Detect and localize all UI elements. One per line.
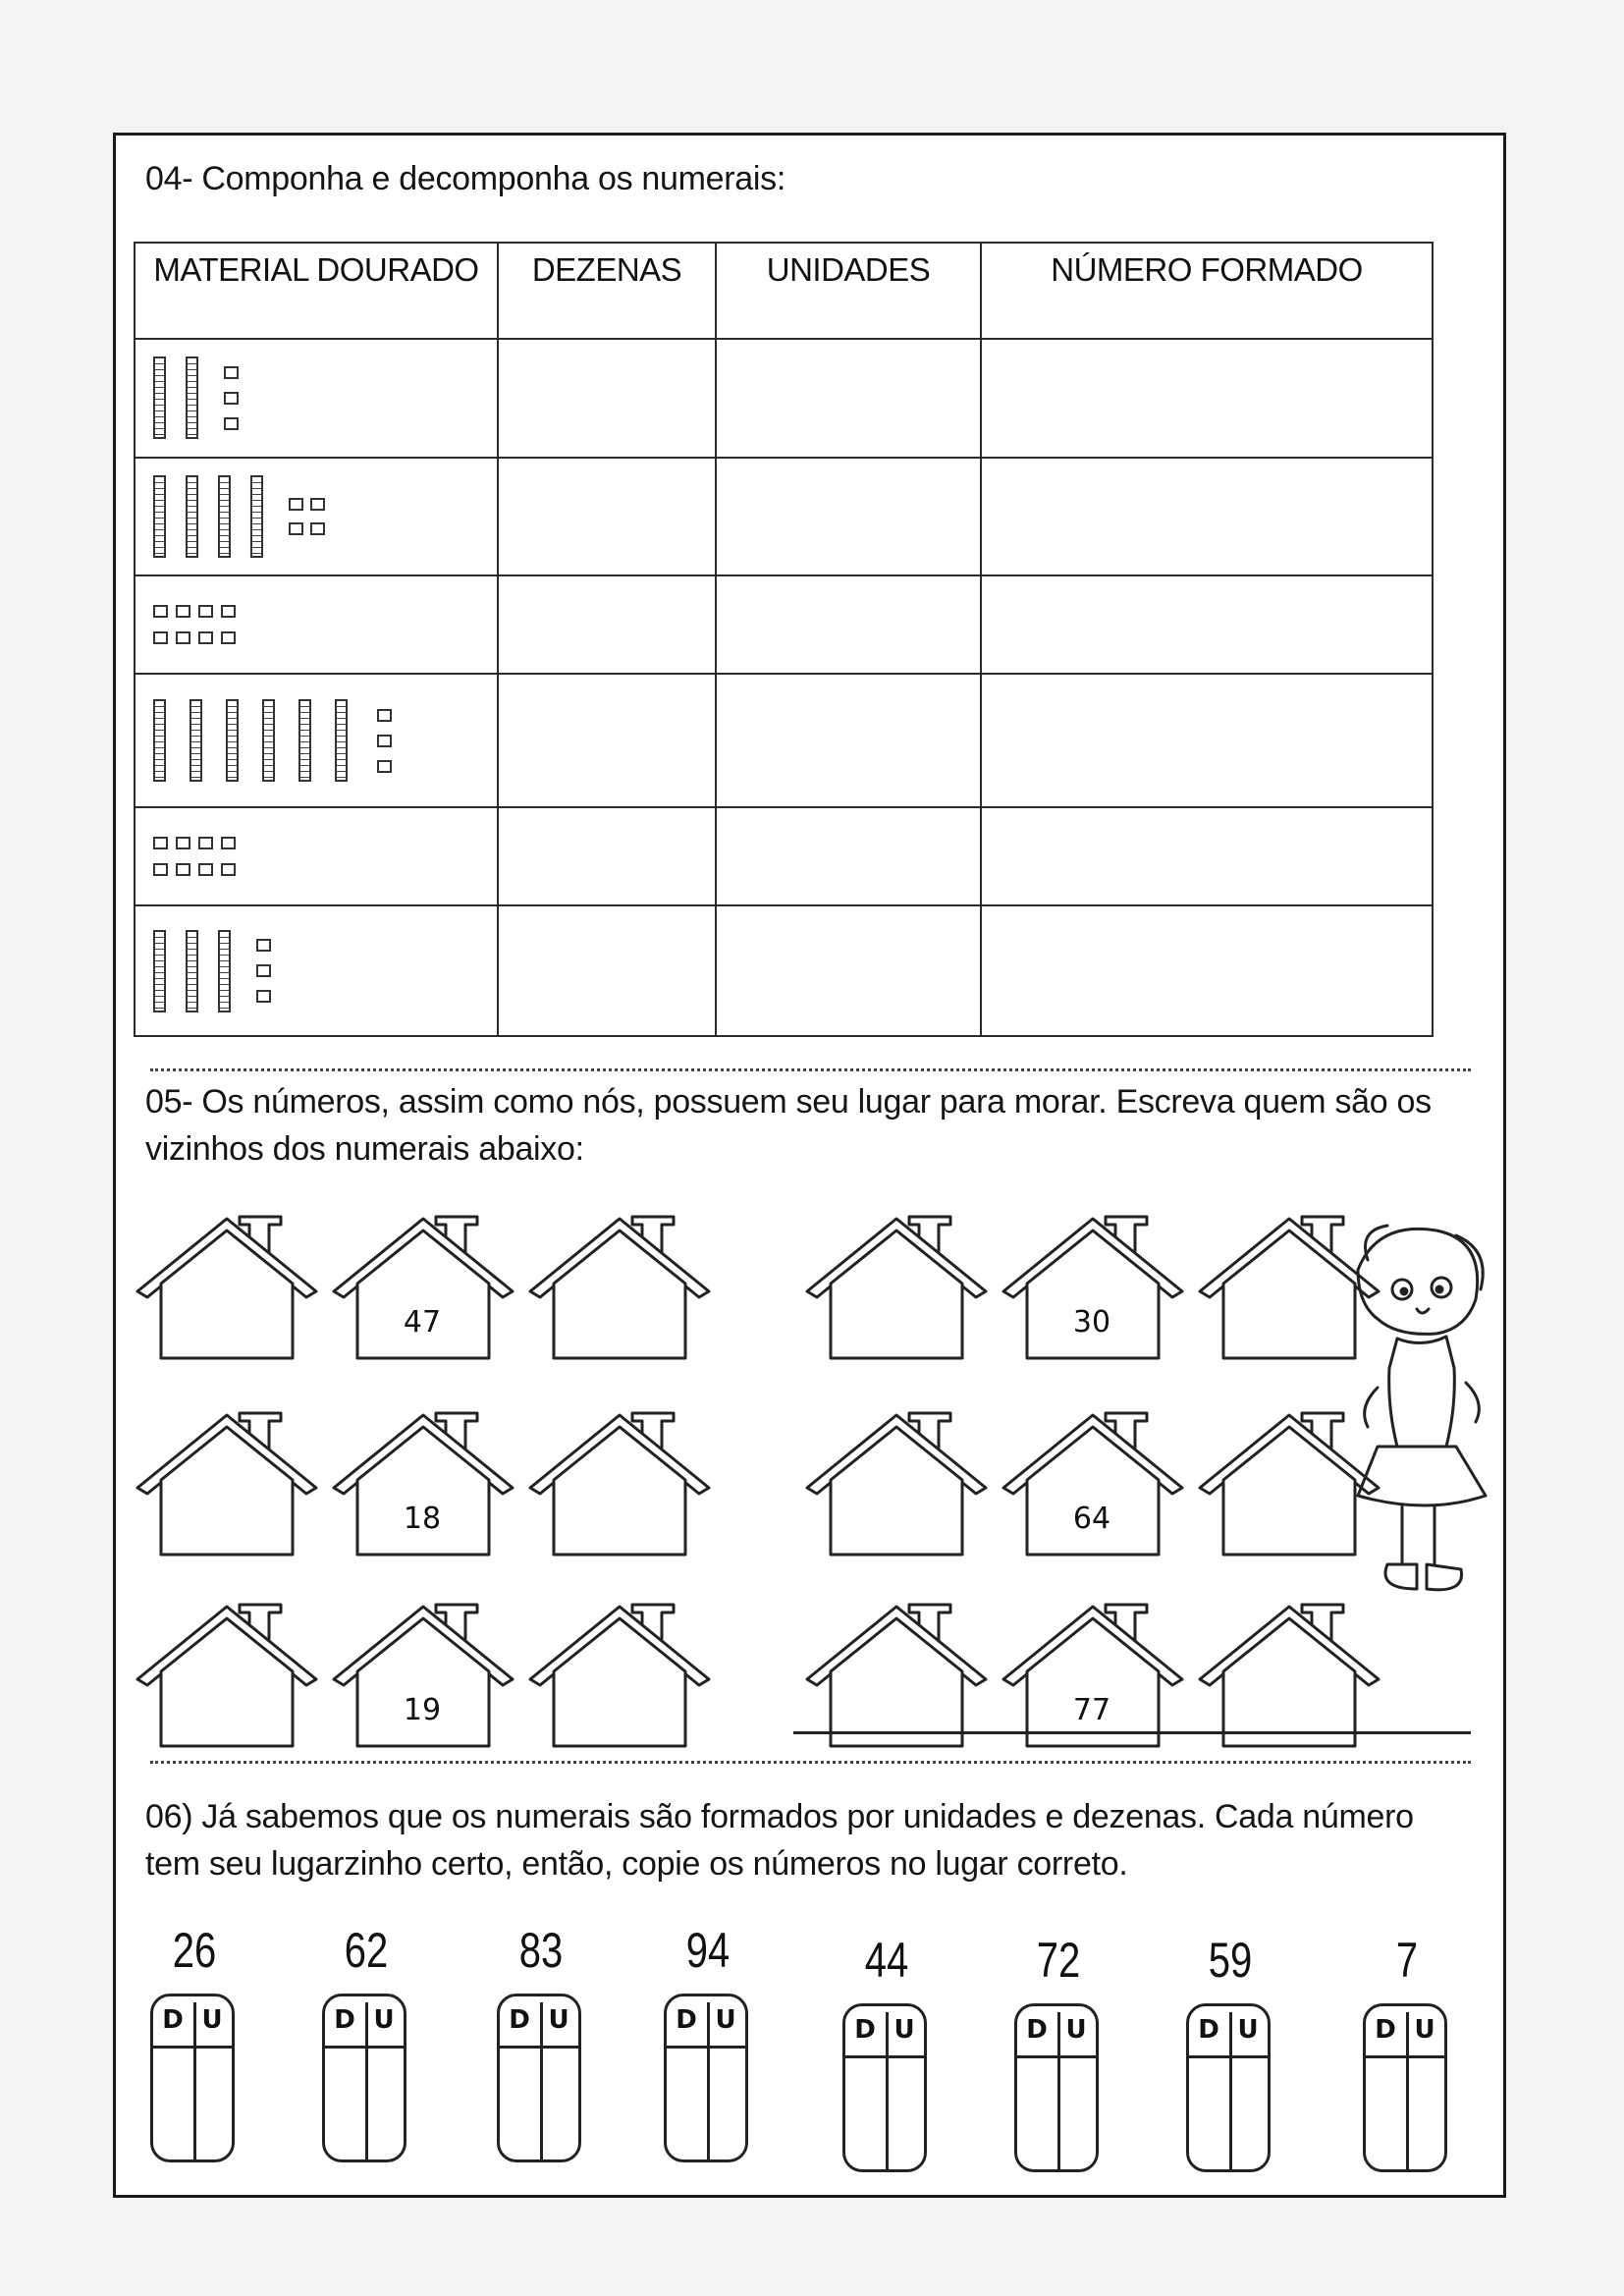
house-icon [134,1599,320,1761]
house-number: 77 [1072,1693,1111,1727]
house-icon [330,1211,516,1373]
du-divider [886,2012,889,2169]
du-item [140,1923,248,2168]
unit-cube [176,605,190,618]
girl-illustration [1319,1211,1515,1604]
unidade-label: U [893,2015,915,2045]
dezena-label: D [1375,2015,1396,2045]
du-divider [1189,2055,1268,2058]
unidade-label: U [201,2005,223,2035]
house-left[interactable] [134,1211,320,1373]
ten-rod [186,356,198,439]
house-left [330,1211,516,1373]
house-icon [1000,1599,1186,1761]
unit-cube [221,605,236,618]
du-number: 62 [344,1923,389,1978]
house-icon [134,1407,320,1569]
house-right[interactable] [803,1211,990,1373]
du-item [487,1923,595,2168]
unit-cube [153,631,168,644]
base-ten-blocks [135,605,497,644]
unit-cube [289,498,303,511]
dezenas-cell[interactable] [498,458,716,576]
unit-cube [153,605,168,618]
du-item [833,1933,941,2178]
ten-rod [226,699,239,782]
du-divider [153,2046,232,2049]
house-icon [803,1211,990,1373]
du-head [845,2006,924,2055]
house-right[interactable] [803,1599,990,1761]
dezena-label: D [162,2005,184,2035]
ten-rod [298,699,311,782]
du-item [1176,1933,1284,2178]
du-number: 94 [685,1923,731,1978]
house-icon [1000,1211,1186,1373]
dezenas-cell[interactable] [498,674,716,807]
unit-cube [176,863,190,876]
material-dourado-cell [135,458,498,576]
ten-rod [153,699,166,782]
house-icon [1196,1599,1382,1761]
du-number: 83 [518,1923,564,1978]
du-number: 26 [172,1923,217,1978]
unit-cube [377,709,392,722]
unidades-cell[interactable] [716,339,981,458]
du-head [153,1996,232,2046]
house-number: 19 [403,1693,442,1727]
unidade-label: U [373,2005,395,2035]
house-left [330,1599,516,1761]
dezenas-cell[interactable] [498,339,716,458]
ten-rod [153,356,166,439]
house-left[interactable] [134,1599,320,1761]
ground-line [793,1731,1471,1734]
house-icon [526,1599,713,1761]
house-number: 64 [1072,1502,1111,1536]
question-04-title: 04- Componha e decomponha os numerais: [145,160,785,197]
unit-cube [377,735,392,747]
du-box[interactable] [664,1994,748,2162]
unit-cube [224,417,239,430]
house-icon [526,1407,713,1569]
house-right [1000,1599,1186,1761]
unidade-label: U [715,2005,736,2035]
unit-cube [198,837,213,849]
dezena-label: D [676,2005,697,2035]
du-number: 7 [1395,1933,1419,1988]
du-head [1366,2006,1444,2055]
du-divider [1229,2012,1232,2169]
numero-formado-cell[interactable] [981,339,1433,458]
unit-cube [221,837,236,849]
unit-cube [153,863,168,876]
unit-cube [289,522,303,535]
dezena-label: D [854,2015,876,2045]
unit-cube [256,939,271,952]
house-icon [1000,1407,1186,1569]
dezena-label: D [509,2005,530,2035]
ten-rod [262,699,275,782]
base-ten-blocks [135,930,497,1012]
house-number: 47 [403,1305,442,1339]
du-item [312,1923,420,2168]
ten-rod [218,930,231,1012]
ten-rod [189,699,202,782]
du-box[interactable] [150,1994,235,2162]
header-unidades: UNIDADES [716,243,981,339]
unit-cube [377,760,392,773]
base-ten-blocks [135,699,497,782]
unit-cube [198,631,213,644]
unit-cube [256,964,271,977]
dezena-label: D [1026,2015,1048,2045]
unidades-cell[interactable] [716,905,981,1036]
ten-rod [335,699,348,782]
house-icon [134,1211,320,1373]
material-dourado-cell [135,575,498,674]
house-number: 30 [1072,1305,1111,1339]
table-row [135,575,1433,674]
house-icon [803,1599,990,1761]
du-head [325,1996,404,2046]
material-dourado-cell [135,339,498,458]
house-icon [803,1407,990,1569]
unit-cube [198,605,213,618]
ten-rod [153,475,166,558]
unit-cube [221,631,236,644]
house-right[interactable] [803,1407,990,1569]
unit-cube [221,863,236,876]
material-dourado-cell [135,674,498,807]
unidades-cell[interactable] [716,674,981,807]
house-left[interactable] [526,1599,713,1761]
du-divider [325,2046,404,2049]
unit-cube [310,522,325,535]
table-row [135,807,1433,905]
table-row [135,458,1433,576]
du-head [500,1996,578,2046]
du-number: 72 [1036,1933,1081,1988]
base-ten-blocks [135,837,497,876]
ten-rod [186,930,198,1012]
unit-cube [198,863,213,876]
unidade-label: U [1065,2015,1087,2045]
ten-rod [218,475,231,558]
house-right [1000,1407,1186,1569]
question-05-text: 05- Os números, assim como nós, possuem seu lugar para morar. Escreva quem são os vizinhos dos numerais abaixo: [145,1083,1432,1168]
unidade-label: U [1414,2015,1435,2045]
numero-formado-cell[interactable] [981,458,1433,576]
house-left[interactable] [526,1211,713,1373]
du-divider [707,2002,710,2159]
du-box[interactable] [322,1994,406,2162]
table-row [135,905,1433,1036]
unit-cube [224,392,239,405]
base-ten-blocks [135,475,497,558]
house-left[interactable] [526,1407,713,1569]
dezena-label: D [334,2005,355,2035]
dotted-separator [150,1068,1471,1071]
du-head [1017,2006,1096,2055]
du-box[interactable] [1186,2003,1271,2172]
house-number: 18 [403,1502,442,1536]
du-divider [1017,2055,1096,2058]
du-divider [193,2002,196,2159]
house-left[interactable] [134,1407,320,1569]
base-ten-blocks [135,356,497,439]
house-right [1000,1211,1186,1373]
house-left [330,1407,516,1569]
table-row [135,339,1433,458]
du-head [667,1996,745,2046]
du-box[interactable] [1014,2003,1099,2172]
dezenas-cell[interactable] [498,905,716,1036]
du-box[interactable] [1363,2003,1447,2172]
header-numero-formado: NÚMERO FORMADO [981,243,1433,339]
unit-cube [153,837,168,849]
material-dourado-cell [135,905,498,1036]
unidades-cell[interactable] [716,807,981,905]
du-divider [1366,2055,1444,2058]
du-divider [1057,2012,1060,2169]
du-divider [540,2002,543,2159]
ten-rod [250,475,263,558]
du-number: 44 [864,1933,909,1988]
numero-formado-cell[interactable] [981,905,1433,1036]
unidade-label: U [1237,2015,1259,2045]
du-divider [500,2046,578,2049]
du-box[interactable] [497,1994,581,2162]
numero-formado-cell[interactable] [981,575,1433,674]
material-dourado-cell [135,807,498,905]
du-head [1189,2006,1268,2055]
dezenas-cell[interactable] [498,807,716,905]
dezenas-cell[interactable] [498,575,716,674]
numero-formado-cell[interactable] [981,674,1433,807]
house-icon [330,1599,516,1761]
house-icon [330,1407,516,1569]
header-dezenas: DEZENAS [498,243,716,339]
du-divider [845,2055,924,2058]
material-dourado-table [134,242,1434,1037]
dezena-label: D [1198,2015,1219,2045]
table-row [135,674,1433,807]
dotted-separator-2 [150,1761,1471,1764]
du-item [1004,1933,1112,2178]
du-item [1353,1933,1461,2178]
house-right[interactable] [1196,1599,1382,1761]
du-divider [1406,2012,1409,2169]
header-material-dourado: MATERIAL DOURADO [135,243,498,339]
du-item [654,1923,762,2168]
unit-cube [224,366,239,379]
ten-rod [153,930,166,1012]
question-06-text: 06) Já sabemos que os numerais são formados por unidades e dezenas. Cada número tem seu lugarzinho certo, então, copie os números no lugar correto. [145,1798,1414,1883]
numero-formado-cell[interactable] [981,807,1433,905]
unit-cube [256,990,271,1003]
unit-cube [176,631,190,644]
du-divider [667,2046,745,2049]
worksheet-page [113,133,1506,2198]
unit-cube [310,498,325,511]
du-box[interactable] [842,2003,927,2172]
ten-rod [186,475,198,558]
unidades-cell[interactable] [716,458,981,576]
du-divider [365,2002,368,2159]
house-icon [526,1211,713,1373]
unidades-cell[interactable] [716,575,981,674]
unidade-label: U [548,2005,569,2035]
unit-cube [176,837,190,849]
table-header-row [135,243,1433,339]
du-number: 59 [1208,1933,1253,1988]
